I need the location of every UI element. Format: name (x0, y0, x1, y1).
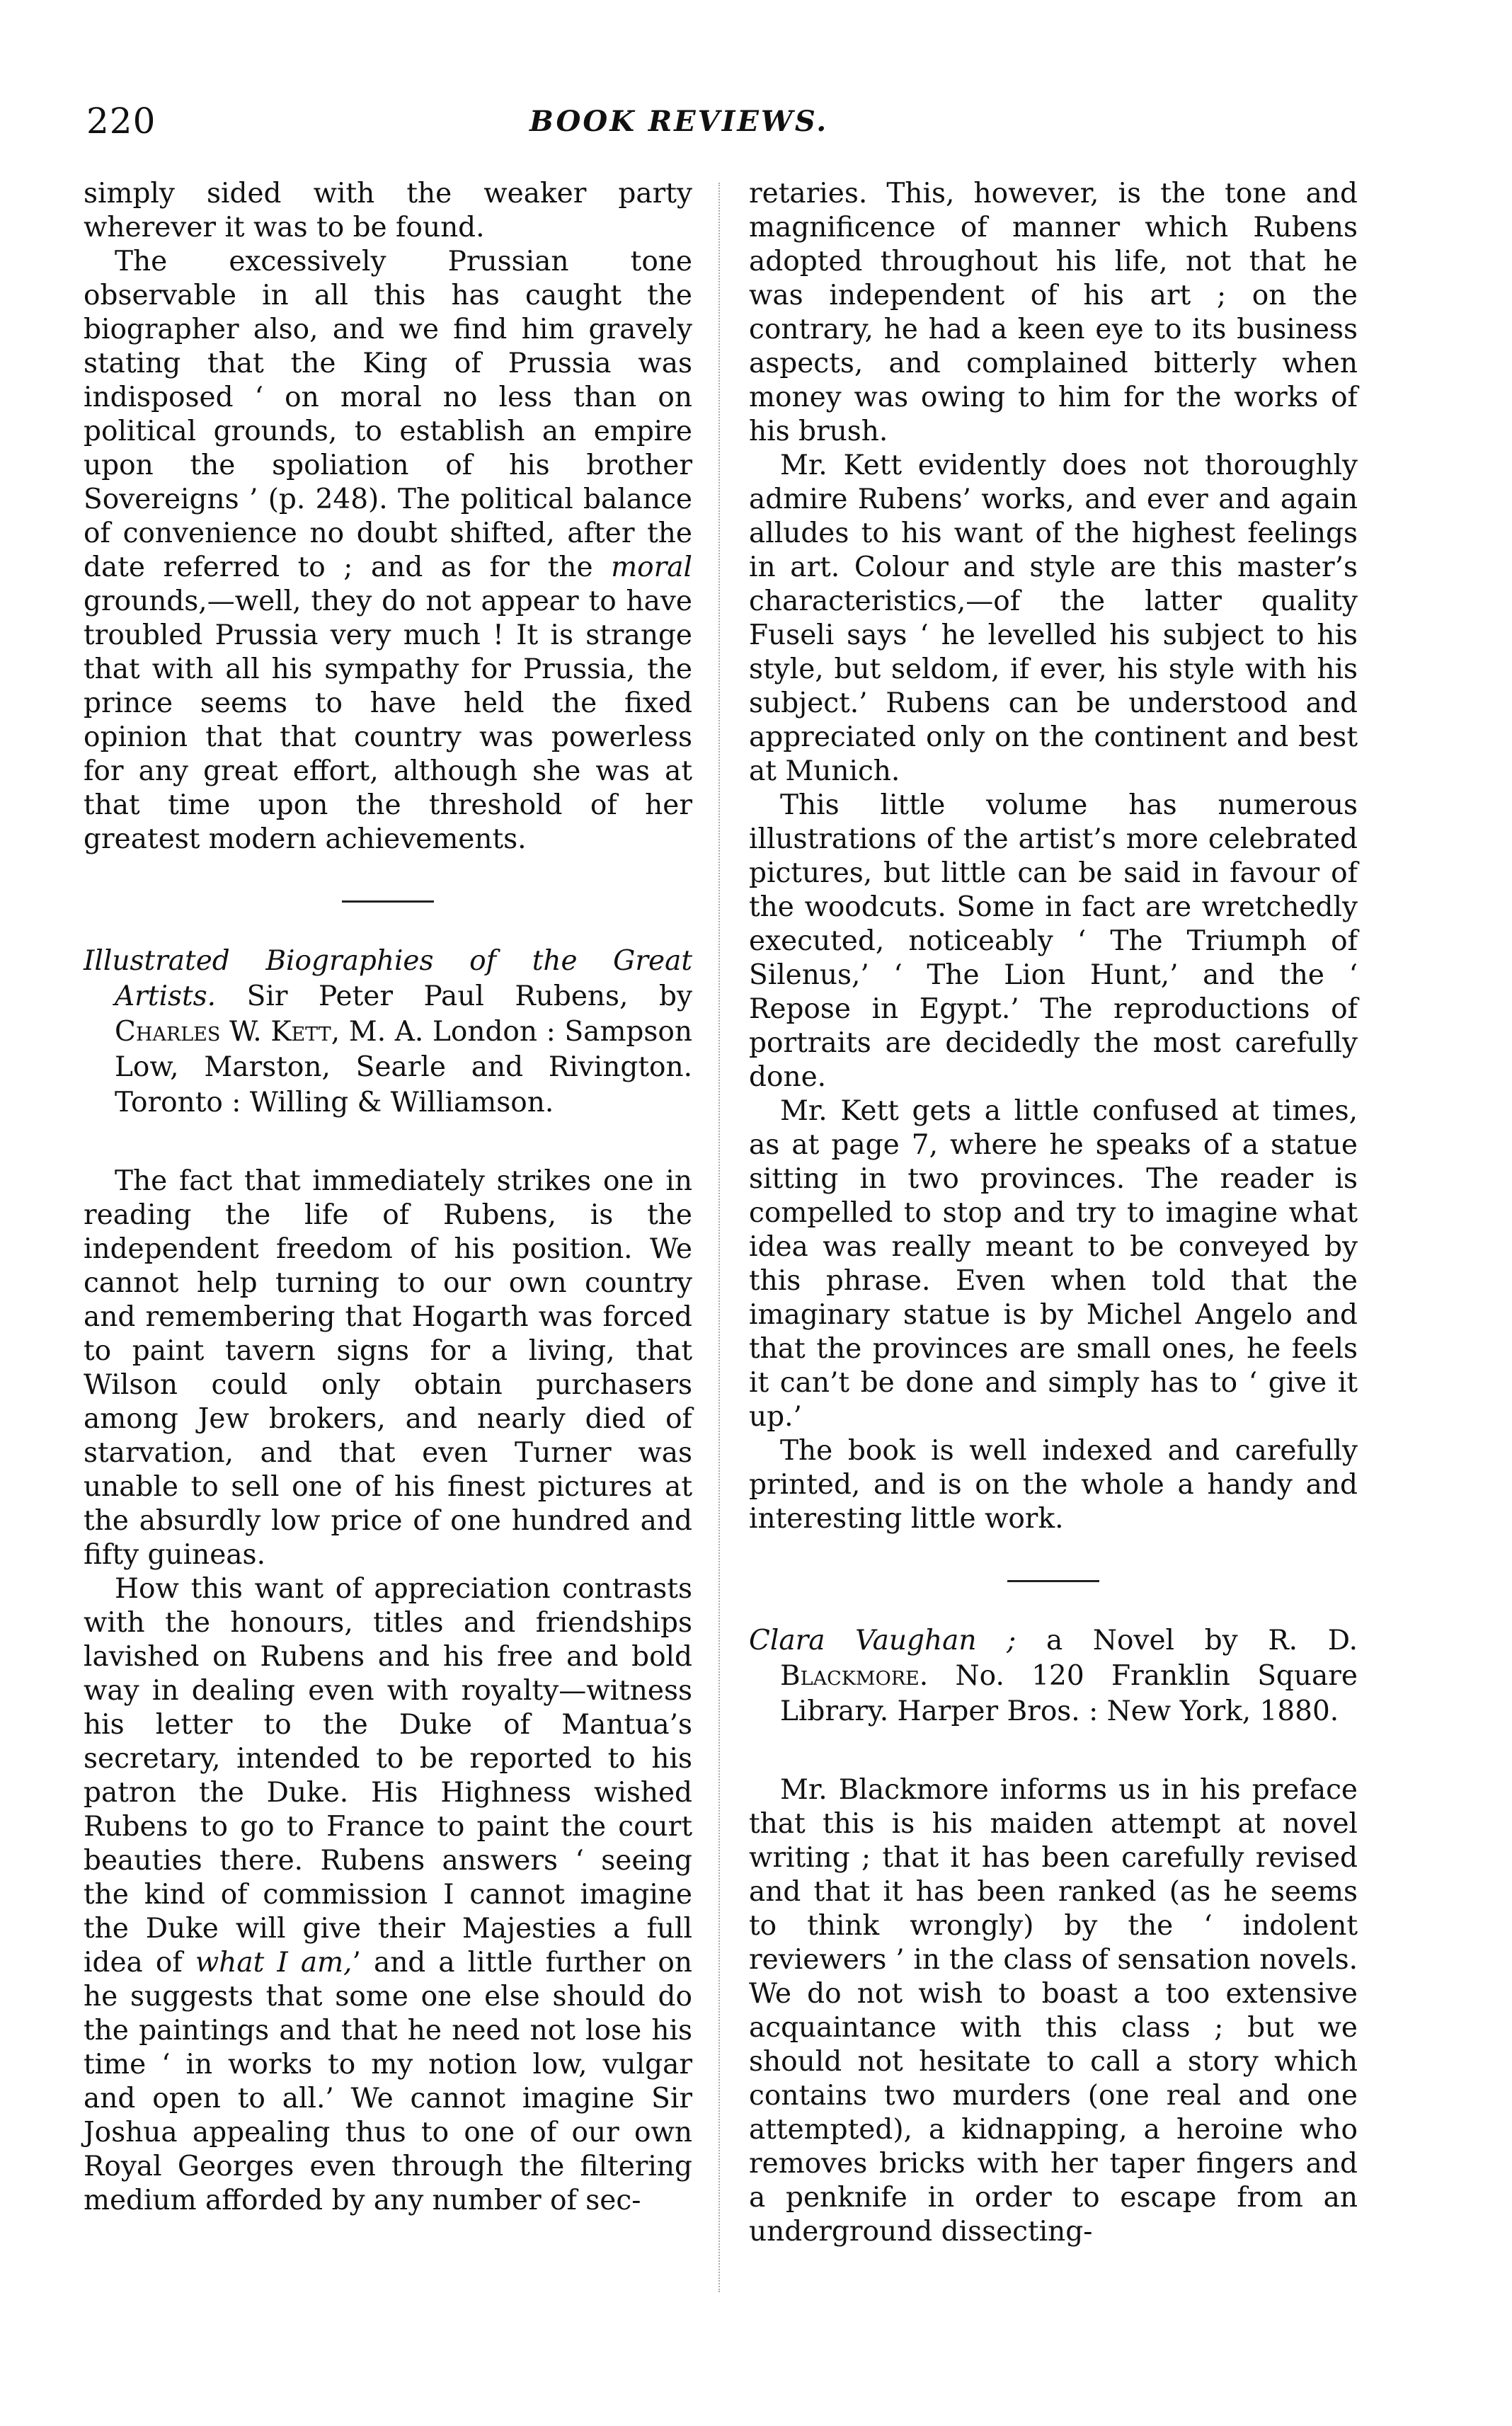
review-title: Illustrated Biographies of the Great Artists. (84, 945, 692, 1012)
paragraph: Mr. Kett gets a little confused at times, as at page 7, where he speaks of a statue sitting in two provinces. The reader is compelled to stop and try to imagine what idea was really meant to be conveyed by this phrase. Even when told that the imaginary statue is by Michel Angelo and that the provinces are small ones, he feels it can’t be done and simply has to ‘ give it up.’ (749, 1095, 1358, 1433)
left-column (84, 177, 692, 2218)
paragraph: This little volume has numerous illustrations of the artist’s more celebrated pictures, but little can be said in favour of the woodcuts. Some in fact are wretchedly executed, noticeably ‘ The Triumph of Silenus,’ ‘ The Lion Hunt,’ and the ‘ Repose in Egypt.’ The reproductions of portraits are decidedly the most carefully done. (749, 789, 1358, 1093)
review-author: R. D. Blackmore (780, 1625, 1358, 1692)
spacer (749, 1729, 1358, 1773)
paragraph: simply sided with the weaker party wherever it was to be found. (84, 178, 692, 244)
column-divider (718, 183, 720, 2292)
running-head: BOOK REVIEWS. (529, 105, 829, 138)
page-number: 220 (86, 101, 156, 142)
review-title: Clara Vaughan ; (749, 1625, 1016, 1657)
paragraph: The book is well indexed and carefully printed, and is on the whole a handy and interesting little work. (749, 1435, 1358, 1535)
spacer (84, 1121, 692, 1165)
review-reference: Illustrated Biographies of the Great Artists. Sir Peter Paul Rubens, by Charles W. Kett, M. A. London : Sampson Low, Marston, Searle and Rivington. Toronto : Willing & Williamson. (84, 945, 692, 1118)
section-rule (1007, 1580, 1099, 1582)
section-rule (342, 900, 434, 903)
paragraph: retaries. This, however, is the tone and magnificence of manner which Rubens adopted throughout his life, not that he was independent of his art ; on the contrary, he had a keen eye to its business aspects, and complained bitterly when money was owing to him for the works of his brush. (749, 178, 1358, 447)
paragraph: Mr. Blackmore informs us in his preface that this is his maiden attempt at novel writing ; that it has been carefully revised and that it has been ranked (as he seems to think wrongly) by the ‘ indolent reviewers ’ in the class of sensation novels. We do not wish to boast a too extensive acquaintance with this class ; but we should not hesitate to call a story which contains two murders (one real and one attempted), a kidnapping, a heroine who removes bricks with her taper fingers and a penknife in order to escape from an underground dissecting- (749, 1774, 1358, 2248)
right-column (749, 177, 1358, 2249)
paragraph: Mr. Kett evidently does not thoroughly admire Rubens’ works, and ever and again alludes to his want of the highest feelings in art. Colour and style are this master’s characteristics,—of the latter quality Fuseli says ‘ he levelled his subject to his style, but seldom, if ever, his style with his subject.’ Rubens can be understood and appreciated only on the continent and best at Munich. (749, 450, 1358, 787)
paragraph: The fact that immediately strikes one in reading the life of Rubens, is the independent freedom of his position. We cannot help turning to our own country and remembering that Hogarth was forced to paint tavern signs for a living, that Wilson could only obtain purchasers among Jew brokers, and nearly died of starvation, and that even Turner was unable to sell one of his finest pictures at the absurdly low price of one hundred and fifty guineas. (84, 1165, 692, 1571)
review-author: Charles W. Kett (115, 1016, 331, 1048)
paragraph: How this want of appreciation contrasts with the honours, titles and friendships lavished on Rubens and his free and bold way in dealing even with royalty—witness his letter to the Duke of Mantua’s secretary, intended to be reported to his patron the Duke. His Highness wished Rubens to go to France to paint the court beauties there. Rubens answers ‘ seeing the kind of commission I cannot imagine the Duke will give their Majesties a full idea of what I am,’ and a little further on he suggests that some one else should do the paintings and that he need not lose his time ‘ in works to my notion low, vulgar and open to all.’ We cannot imagine Sir Joshua appealing thus to one of our own Royal Georges even through the filtering medium afforded by any number of sec- (84, 1573, 692, 2216)
paragraph: The excessively Prussian tone observable in all this has caught the biographer also, and we find him gravely stating that the King of Prussia was indisposed ‘ on moral no less than on political grounds, to establish an empire upon the spoliation of his brother Sovereigns ’ (p. 248). The political balance of convenience no doubt shifted, after the date referred to ; and as for the moral grounds,—well, they do not appear to have troubled Prussia very much ! It is strange that with all his sympathy for Prussia, the prince seems to have held the fixed opinion that that country was powerless for any great effort, although she was at that time upon the threshold of her greatest modern achievements. (84, 246, 692, 855)
review-reference: Clara Vaughan ; a Novel by R. D. Blackmore. No. 120 Franklin Square Library. Harper Bros. : New York, 1880. (749, 1625, 1358, 1727)
